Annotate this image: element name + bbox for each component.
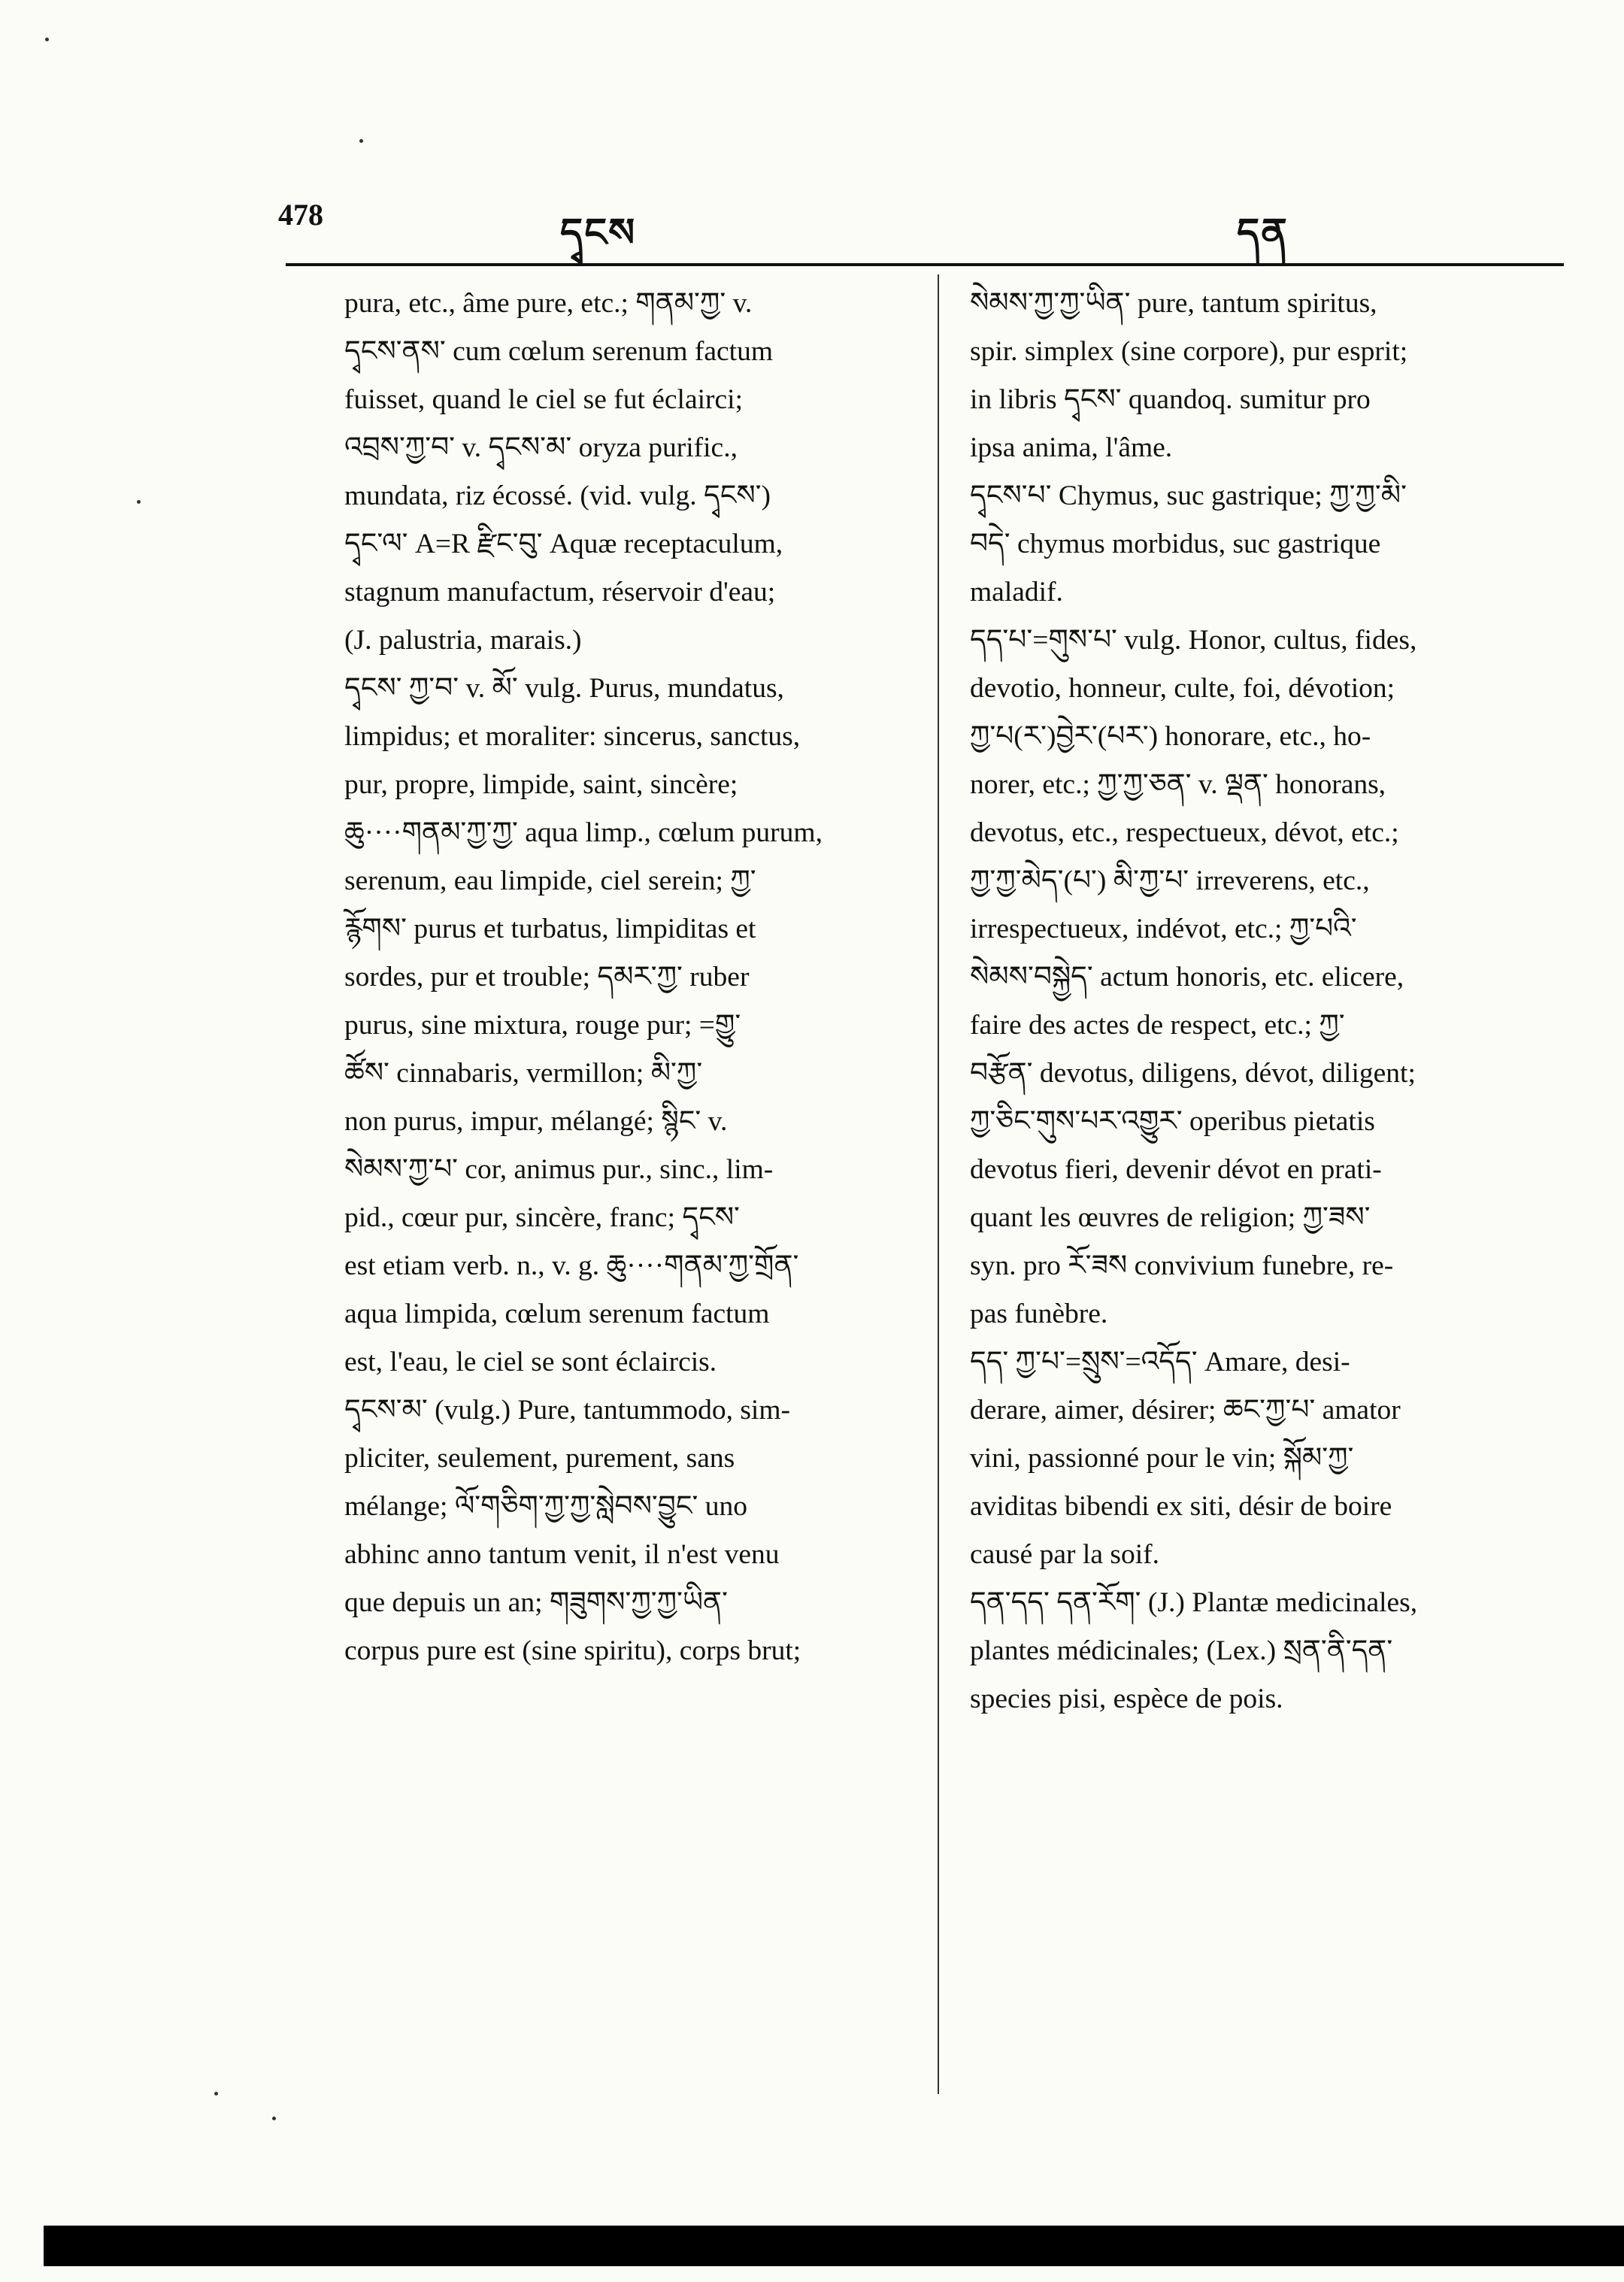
left-column-text: pura, etc., âme pure, etc.; གནམ་ཀྱ་ v. དྭངས་ནས་ cum cœlum serenum factum fuisset, quand le ciel se fut éclairci; འབྲས་ཀྱ་བ་ v. དྭངས་མ་ oryza purific., mundata, riz écossé. (vid. vulg. དྭངས་) དྭང་ལ་ A=R རྫིང་བུ་ Aquæ receptaculum, stagnum manufactum, réservoir d'eau; (J. palustria, marais.) དྭངས་ ཀྱ་བ་ v. མོ་ vulg. Purus, mundatus, limpidus; et moraliter: sincerus, sanctus, pur, propre, limpide, saint, sincère; ཆུ····གནམ་ཀྱ་ཀྱ་ aqua limp., cœlum purum, serenum, eau limpide, ciel serein; ཀྱ་ རྙོགས་ purus et turbatus, limpiditas et sordes, pur et trouble; དམར་ཀྱ་ ruber purus, sine mixtura, rouge pur; =གྱུ་ ཚོས་ cinnabaris, vermillon; མི་ཀྱ་ non purus, impur, mélangé; སྙིང་ v. སེམས་ཀྱ་པ་ cor, animus pur., sinc., lim- pid., cœur pur, sincère, franc; དྭངས་ est etiam verb. n., v. g. ཆུ····གནམ་ཀྱ་གྲོན་ aqua limpida, cœlum serenum factum est, l'eau, le ciel se sont éclaircis. དྭངས་མ་ (vulg.) Pure, tantummodo, sim- pliciter, seulement, purement, sans mélange; ལོ་གཅིག་ཀྱ་ཀྱ་སླེབས་བྱུང་ uno abhinc anno tantum venit, il n'est venu que depuis un an; གཟུགས་ཀྱ་ཀྱ་ཡིན་ corpus pure est (sine spiritu), corps brut; [344,288,823,1666]
right-column [970,280,1564,1723]
running-head-left: དྭངས [560,212,637,255]
scan-border-bar [44,2226,1624,2266]
right-column-text: སེམས་ཀྱ་ཀྱ་ཡིན་ pure, tantum spiritus, spir. simplex (sine corpore), pur esprit; in libris དྭངས་ quandoq. sumitur pro ipsa anima, l'âme. དྭངས་པ་ Chymus, suc gastrique; ཀྱ་ཀྱ་མི་ བདེ་ chymus morbidus, suc gastrique maladif. དད་པ་=གུས་པ་ vulg. Honor, cultus, fides, devotio, honneur, culte, foi, dévotion; ཀྱ་པ(ར་)བྱེར་(པར་) honorare, etc., ho- norer, etc.; ཀྱ་ཀྱ་ཅན་ v. ལྡན་ honorans, devotus, etc., respectueux, dévot, etc.; ཀྱ་ཀྱ་མེད་(པ་) མི་ཀྱ་པ་ irreverens, etc., irrespectueux, indévot, etc.; ཀྱ་པའི་ སེམས་བསྐྱེད་ actum honoris, etc. elicere, faire des actes de respect, etc.; ཀྱ་ བརྩོན་ devotus, diligens, dévot, diligent; ཀྱ་ཅིང་གུས་པར་འགྱུར་ operibus pietatis devotus fieri, devenir dévot en prati- quant les œuvres de religion; ཀྱ་ཟས་ syn. pro རོ་ཟས convivium funebre, re- pas funèbre. དད་ ཀྱ་པ་=སྲུས་=འདོད་ Amare, desi- derare, aimer, désirer; ཆང་ཀྱ་པ་ amator vini, passionné pour le vin; སྐོམ་ཀྱ་ aviditas bibendi ex siti, désir de boire causé par la soif. དན་དད་ དན་རོག་ (J.) Plantæ medicinales, plantes médicinales; (Lex.) སྲན་ནི་དན་ species pisi, espèce de pois. [970,288,1418,1714]
scan-speck [137,500,141,504]
left-column [344,280,908,1675]
scan-speck [214,2092,218,2096]
scan-speck [272,2117,276,2120]
column-divider [938,274,939,2094]
scan-speck [359,139,363,143]
header-rule [286,263,1564,266]
scan-speck [45,38,49,41]
running-head-right: དན [1237,212,1289,255]
page-number: 478 [278,198,323,232]
